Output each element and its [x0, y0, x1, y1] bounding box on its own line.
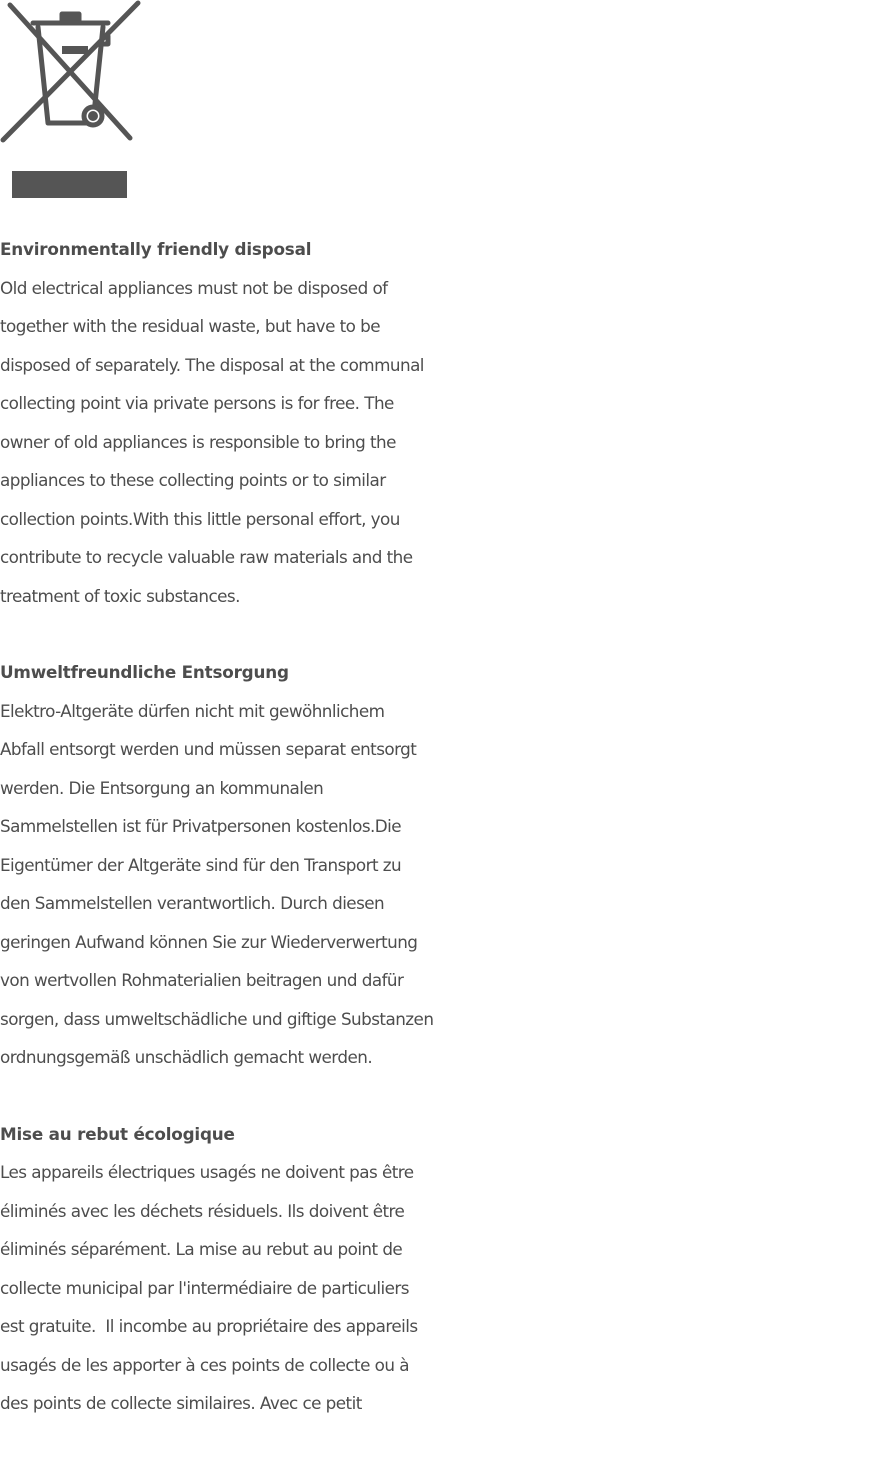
body-line: treatment of toxic substances. — [0, 585, 240, 606]
body-line: geringen Aufwand können Sie zur Wiederverwertung — [0, 931, 418, 952]
document-body — [0, 230, 885, 1461]
section-title: Mise au rebut écologique — [0, 1123, 235, 1144]
body-line: Sammelstellen ist für Privatpersonen kostenlos.Die — [0, 816, 402, 836]
section-body — [0, 1153, 885, 1423]
section-german — [0, 653, 885, 1077]
body-line: usagés de les apporter à ces points de collecte ou à — [0, 1354, 409, 1375]
section-english — [0, 230, 885, 615]
body-line: Elektro-Altgeräte dürfen nicht mit gewöhnlichem — [0, 700, 385, 721]
body-line: werden. Die Entsorgung an kommunalen — [0, 777, 324, 798]
body-line: Les appareils électriques usagés ne doivent pas être — [0, 1162, 414, 1182]
section-body — [0, 269, 885, 616]
body-line: den Sammelstellen verantwortlich. Durch diesen — [0, 893, 385, 913]
body-line: sorgen, dass umweltschädliche und giftige Substanzen — [0, 1008, 434, 1029]
body-line: collecte municipal par l'intermédiaire de particuliers — [0, 1277, 409, 1298]
body-line: owner of old appliances is responsible to bring the — [0, 431, 396, 452]
body-line: collecting point via private persons is for free. The — [0, 393, 394, 413]
body-line: contribute to recycle valuable raw materials and the — [0, 547, 413, 567]
body-line: collection points.With this little personal effort, you — [0, 508, 400, 529]
body-line: est gratuite. Il incombe au propriétaire des appareils — [0, 1316, 418, 1336]
body-line: Old electrical appliances must not be disposed of — [0, 277, 388, 298]
body-line: Abfall entsorgt werden und müssen separat entsorgt — [0, 739, 417, 759]
body-line: together with the residual waste, but have to be — [0, 316, 381, 336]
section-title: Umweltfreundliche Entsorgung — [0, 662, 289, 682]
body-line: ordnungsgemäß unschädlich gemacht werden. — [0, 1047, 373, 1067]
crossed-out-wheelie-bin-icon — [0, 0, 142, 150]
body-line: éliminés séparément. La mise au rebut au point de — [0, 1239, 403, 1259]
body-line: éliminés avec les déchets résiduels. Ils doivent être — [0, 1200, 405, 1221]
section-title: Environmentally friendly disposal — [0, 239, 312, 259]
body-line: von wertvollen Rohmaterialien beitragen und dafür — [0, 970, 404, 990]
section-french — [0, 1115, 885, 1423]
body-line: des points de collecte similaires. Avec ce petit — [0, 1393, 362, 1413]
body-line: appliances to these collecting points or to similar — [0, 470, 386, 490]
body-line: disposed of separately. The disposal at the communal — [0, 354, 424, 375]
weee-solid-bar — [12, 171, 127, 198]
body-line: Eigentümer der Altgeräte sind für den Transport zu — [0, 854, 402, 875]
section-body — [0, 692, 885, 1077]
